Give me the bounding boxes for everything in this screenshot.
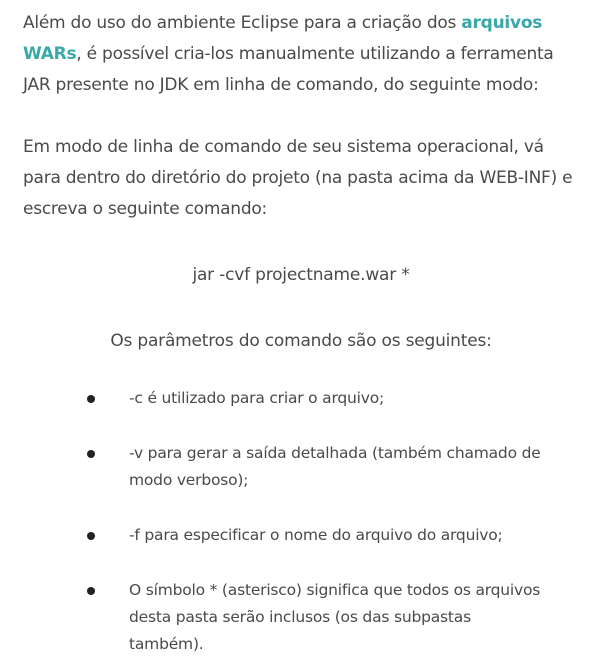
bullet-icon — [87, 532, 95, 540]
parameter-text: -c é utilizado para criar o arquivo; — [129, 389, 384, 407]
intro-text-start: Além do uso do ambiente Eclipse para a criação dos — [23, 13, 462, 33]
parameter-text: O símbolo * (asterisco) significa que todos os arquivos desta pasta serão inclusos (os das subpastas também). — [129, 581, 541, 653]
parameters-heading: Os parâmetros do comando são os seguintes: — [110, 331, 492, 351]
parameter-text: -v para gerar a saída detalhada (também chamado de modo verboso); — [129, 444, 541, 489]
article-body — [23, 8, 583, 225]
intro-paragraph — [23, 8, 583, 101]
arquivos-wars-link[interactable]: arquivos WARs — [23, 13, 543, 64]
instruction-paragraph: Em modo de linha de comando de seu sistema operacional, vá para dentro do diretório do projeto (na pasta acima da WEB-INF) e escreva o seguinte comando: — [23, 137, 573, 219]
bullet-icon — [87, 450, 95, 458]
intro-text-end: , é possível cria-los manualmente utilizando a ferramenta JAR presente no JDK em linha de comando, do seguinte modo: — [23, 44, 554, 95]
bullet-icon — [87, 395, 95, 403]
parameter-text: -f para especificar o nome do arquivo do arquivo; — [129, 526, 503, 544]
jar-command: jar -cvf projectname.war * — [192, 265, 410, 285]
bullet-icon — [87, 587, 95, 595]
